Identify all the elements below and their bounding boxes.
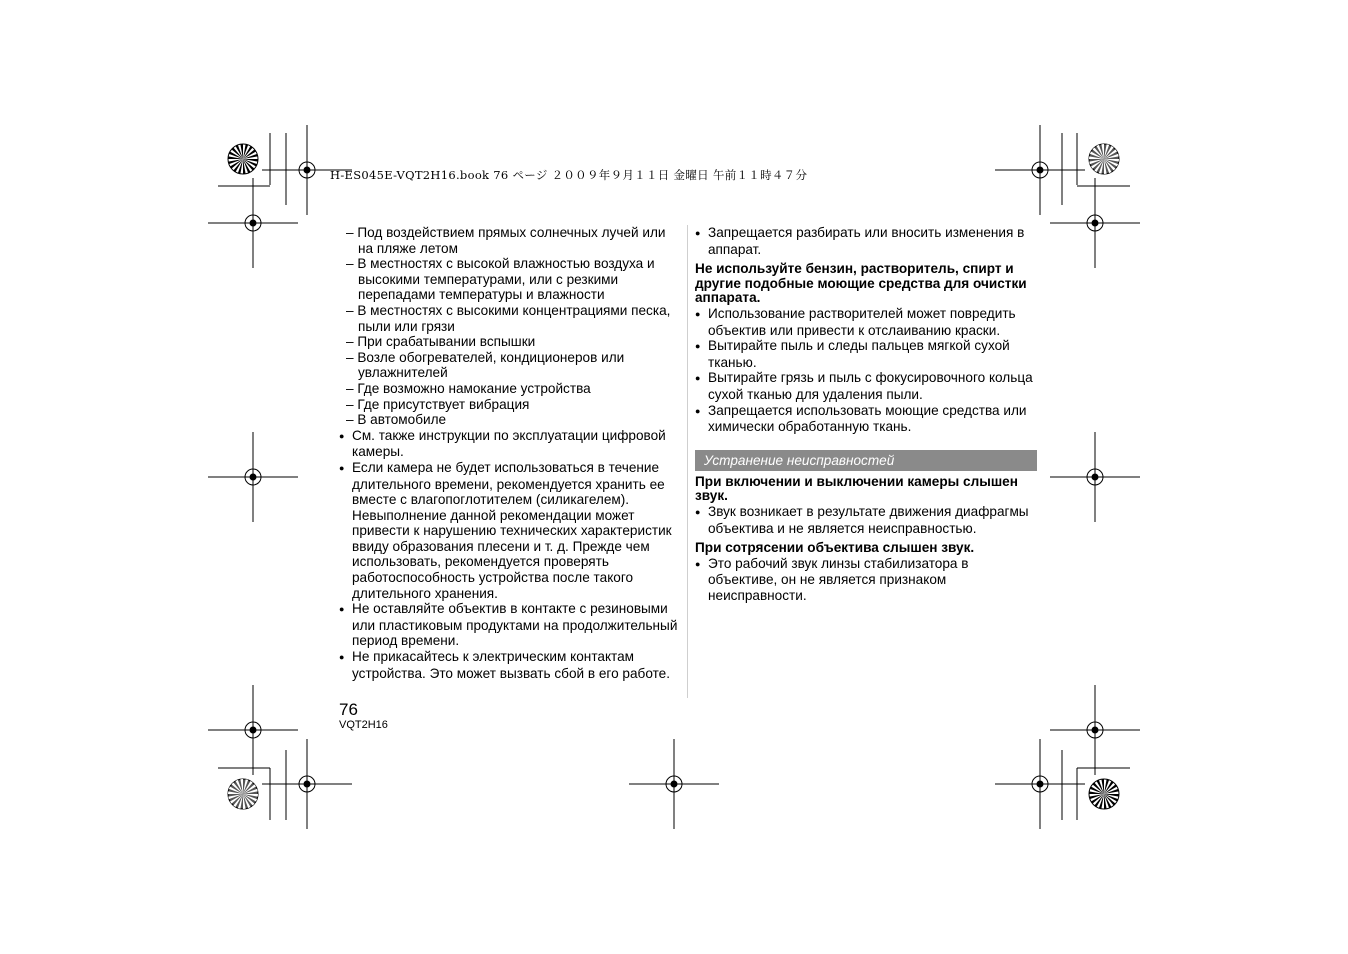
dash-item: – Где возможно намокание устройства [346,380,591,396]
page-number: 76 [339,700,358,719]
question-heading: При включении и выключении камеры слышен звук. [695,473,1018,504]
bullet-item: ● Вытирайте пыль и следы пальцев мягкой сухой тканью. [695,338,1037,370]
registration-crosshair-icon [995,739,1085,829]
registration-crosshair-icon [1050,178,1140,268]
bullet-item: ● Запрещается использовать моющие средства или химически обработанную ткань. [695,403,1037,435]
registration-crosshair-icon [1050,685,1140,775]
bullet-item: ● Запрещается разбирать или вносить изменения в аппарат. [695,225,1037,257]
bullet-item: ● Не прикасайтесь к электрическим контактам устройства. Это может вызвать сбой в его работе. [339,649,684,681]
registration-starburst-icon [228,779,258,809]
dash-item: – Под воздействием прямых солнечных лучей или на пляже летом [346,225,666,256]
dash-item: – В местностях с высокой влажностью воздуха и высокими температурами, или с резкими перепадами температуры и влажности [346,256,655,303]
registration-starburst-icon [1089,144,1119,174]
registration-starburst-icon [1089,779,1119,809]
dash-item: – Возле обогревателей, кондиционеров или увлажнителей [346,349,625,381]
model-code: VQT2H16 [339,719,388,731]
registration-crosshair-icon [995,125,1085,215]
dash-item: – В автомобиле [346,412,447,428]
right-column [695,225,1037,603]
registration-starburst-icon [228,144,258,174]
dash-item: – Где присутствует вибрация [346,396,530,412]
troubleshooting-section-title: Устранение неисправностей [695,450,1037,471]
question-heading: При сотрясении объектива слышен звук. [695,540,975,556]
bullet-item: ● Использование растворителей может повредить объектив или привести к отслаиванию краски. [695,306,1037,338]
bullet-item: ● Вытирайте грязь и пыль с фокусировочного кольца сухой тканью для удаления пыли. [695,370,1037,402]
dash-item: – При срабатывании вспышки [346,334,536,350]
registration-crosshair-icon [208,178,298,268]
registration-crosshair-icon [629,739,719,829]
registration-crosshair-icon [208,685,298,775]
print-header-line: H-ES045E-VQT2H16.book 76 ページ ２００９年９月１１日 金曜日 午前１１時４７分 [330,168,808,182]
registration-crosshair-icon [262,739,352,829]
registration-crosshair-icon [1050,432,1140,522]
dash-item: – В местностях с высокими концентрациями песка, пыли или грязи [346,302,671,334]
registration-crosshair-icon [208,432,298,522]
left-column [339,225,684,681]
bullet-item: ● Если камера не будет использоваться в течение длительного времени, рекомендуется хранить ее вместе с влагопоглотителем (силикагелем). Невыполнение данной рекомендации может привести к нарушению технических характеристик ввиду образования плесени и т. д. Прежде чем использовать, рекомендуется проверять работоспособность устройства после такого длительного хранения. [339,460,684,601]
cleaning-heading: Не используйте бензин, растворитель, спирт и другие подобные моющие средства для очистки аппарата. [695,261,1027,306]
bullet-item: ● Звук возникает в результате движения диафрагмы объектива и не является неисправностью. [695,504,1037,536]
bullet-item: ● Это рабочий звук линзы стабилизатора в объективе, он не является признаком неисправности. [695,556,1037,604]
bullet-item: ● Не оставляйте объектив в контакте с резиновыми или пластиковым продуктами на продолжительный период времени. [339,601,684,649]
bullet-item: ● См. также инструкции по эксплуатации цифровой камеры. [339,428,684,460]
column-divider [687,225,688,698]
